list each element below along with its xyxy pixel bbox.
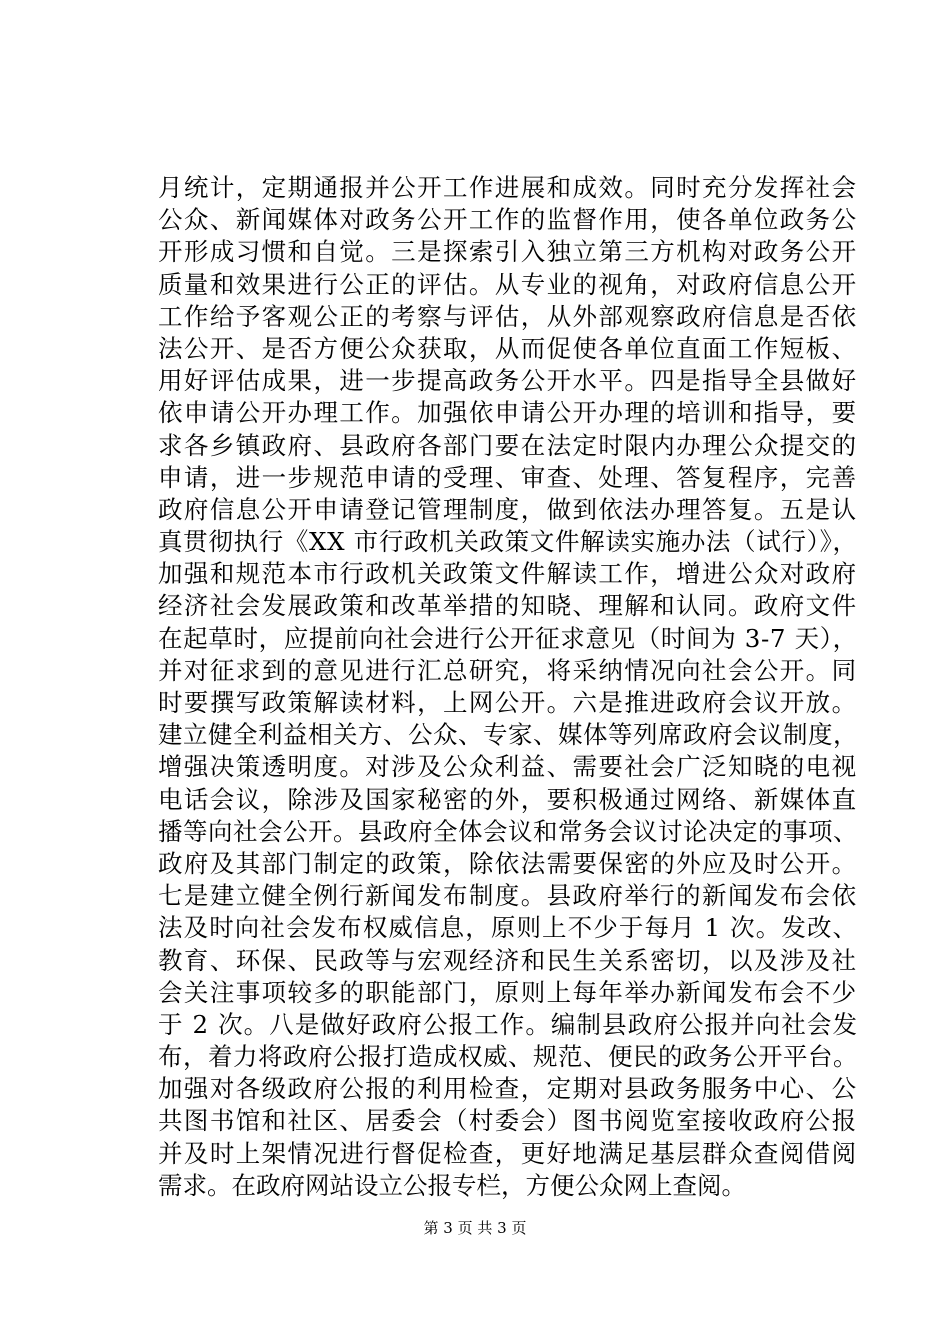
text-line: 月统计，定期通报并公开工作进展和成效。同时充分发挥社会: [158, 173, 858, 202]
text-line: 需求。在政府网站设立公报专栏，方便公众网上查阅。: [158, 1170, 746, 1200]
text-line: 求各乡镇政府、县政府各部门要在法定时限内办理公众提交的: [158, 430, 858, 460]
text-line: 依申请公开办理工作。加强依申请公开办理的培训和指导，要: [158, 398, 858, 428]
text-line: 法及时向社会发布权威信息，原则上不少于每月 1 次。发改、: [158, 913, 859, 943]
text-line: 政府及其部门制定的政策，除依法需要保密的外应及时公开。: [158, 848, 858, 878]
text-line: 并对征求到的意见进行汇总研究，将采纳情况向社会公开。同: [158, 655, 858, 685]
text-line: 用好评估成果，进一步提高政务公开水平。四是指导全县做好: [158, 366, 858, 396]
text-line: 法公开、是否方便公众获取，从而促使各单位直面工作短板、: [158, 333, 858, 363]
text-line: 并及时上架情况进行督促检查，更好地满足基层群众查阅借阅: [158, 1138, 858, 1168]
text-line: 政府信息公开申请登记管理制度，做到依法办理答复。五是认: [158, 494, 858, 524]
text-line: 建立健全利益相关方、公众、专家、媒体等列席政府会议制度，: [158, 720, 858, 750]
text-line: 经济社会发展政策和改革举措的知晓、理解和认同。政府文件: [158, 591, 858, 621]
text-line: 时要撰写政策解读材料，上网公开。六是推进政府会议开放。: [158, 688, 858, 717]
text-line: 共图书馆和社区、居委会（村委会）图书阅览室接收政府公报: [158, 1106, 858, 1136]
text-line: 教育、环保、民政等与宏观经济和民生关系密切，以及涉及社: [158, 945, 858, 975]
text-line: 公众、新闻媒体对政务公开工作的监督作用，使各单位政务公: [158, 205, 858, 235]
text-line: 在起草时，应提前向社会进行公开征求意见（时间为 3-7 天），: [158, 623, 858, 653]
text-line: 七是建立健全例行新闻发布制度。县政府举行的新闻发布会依: [158, 881, 858, 911]
text-line: 质量和效果进行公正的评估。从专业的视角，对政府信息公开: [158, 269, 858, 299]
text-line: 增强决策透明度。对涉及公众利益、需要社会广泛知晓的电视: [158, 752, 858, 782]
text-line: 加强对各级政府公报的利用检查，定期对县政务服务中心、公: [158, 1074, 858, 1104]
text-line: 布，着力将政府公报打造成权威、规范、便民的政务公开平台。: [158, 1042, 858, 1072]
text-line: 电话会议，除涉及国家秘密的外，要积极通过网络、新媒体直: [158, 784, 858, 814]
text-line: 真贯彻执行《XX 市行政机关政策文件解读实施办法（试行）》，: [158, 527, 858, 557]
text-line: 加强和规范本市行政机关政策文件解读工作，增进公众对政府: [158, 559, 858, 589]
text-line: 开形成习惯和自觉。三是探索引入独立第三方机构对政务公开: [158, 237, 858, 267]
text-line: 申请，进一步规范申请的受理、审查、处理、答复程序，完善: [158, 462, 858, 492]
text-line: 工作给予客观公正的考察与评估，从外部观察政府信息是否依: [158, 301, 858, 331]
text-line: 会关注事项较多的职能部门，原则上每年举办新闻发布会不少: [158, 977, 858, 1007]
body-paragraph: [158, 172, 858, 1202]
page-footer: 第 3 页 共 3 页: [423, 1219, 527, 1237]
text-line: 于 2 次。八是做好政府公报工作。编制县政府公报并向社会发: [158, 1009, 859, 1039]
text-line: 播等向社会公开。县政府全体会议和常务会议讨论决定的事项、: [158, 816, 858, 846]
